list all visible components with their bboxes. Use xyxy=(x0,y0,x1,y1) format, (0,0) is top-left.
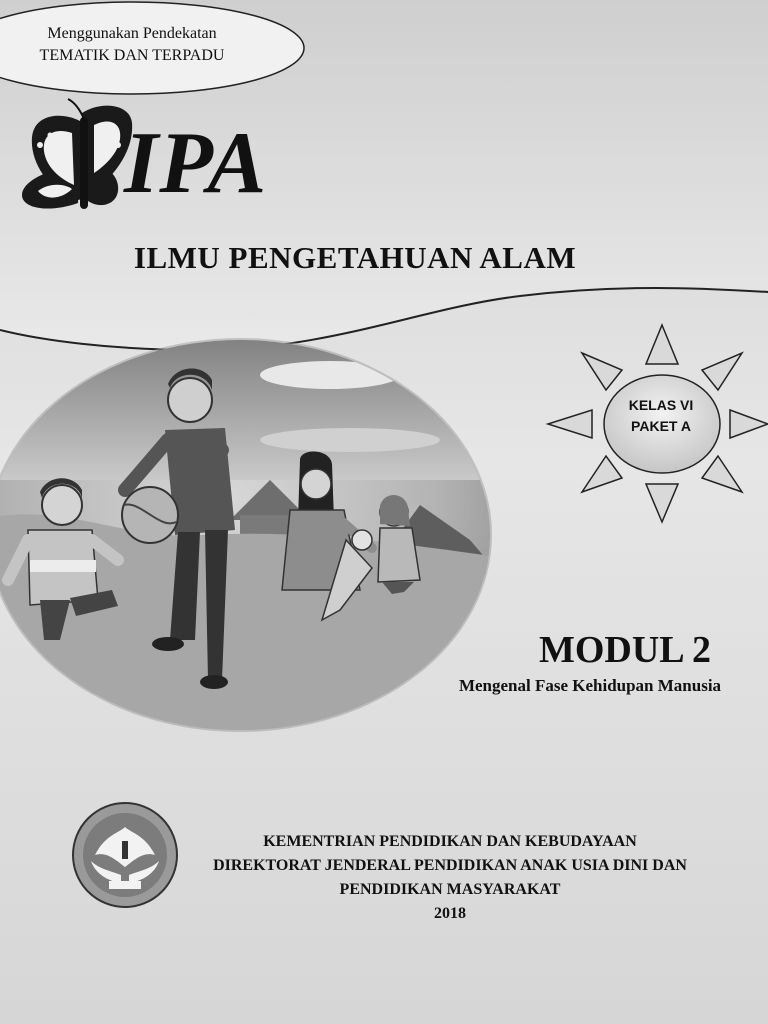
header-oval-line-1: Menggunakan Pendekatan xyxy=(47,25,217,42)
footer-year: 2018 xyxy=(434,905,466,922)
sun-badge-line-2: PAKET A xyxy=(631,418,691,434)
footer-directorate: DIREKTORAT JENDERAL PENDIDIKAN ANAK USIA DINI DAN xyxy=(213,857,687,874)
footer-ministry: KEMENTRIAN PENDIDIKAN DAN KEBUDAYAAN xyxy=(263,833,637,850)
footer-directorate-cont: PENDIDIKAN MASYARAKAT xyxy=(339,881,561,898)
sun-badge-line-1: KELAS VI xyxy=(628,397,694,413)
header-oval-line-2: TEMATIK DAN TERPADU xyxy=(39,47,225,64)
tut-wuri-handayani-emblem xyxy=(73,803,177,907)
module-title: MODUL 2 xyxy=(538,629,712,671)
logo-title: IPA xyxy=(124,115,268,212)
page-subtitle: ILMU PENGETAHUAN ALAM xyxy=(133,240,577,275)
module-subtitle: Mengenal Fase Kehidupan Manusia xyxy=(458,676,722,695)
